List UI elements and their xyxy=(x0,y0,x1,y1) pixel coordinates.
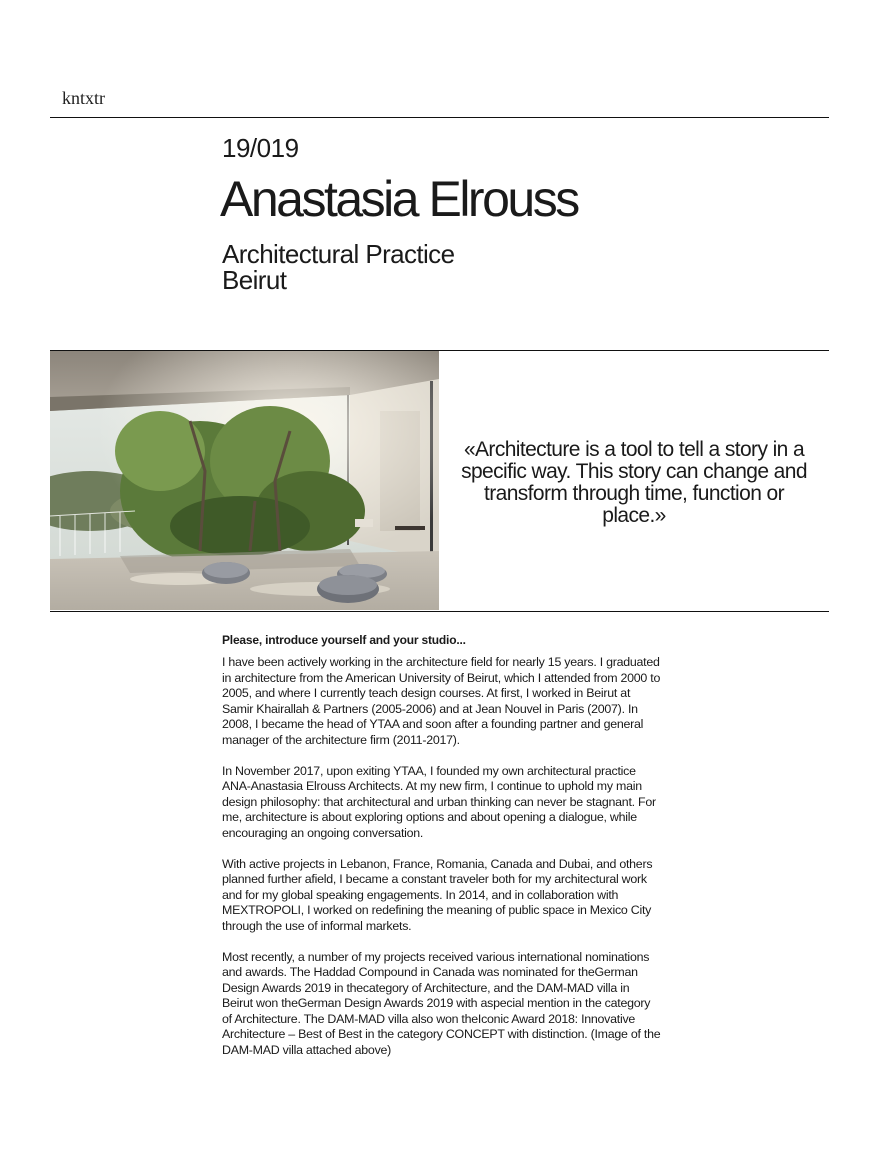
header-divider xyxy=(50,117,829,118)
feature-image xyxy=(50,351,439,610)
feature-bottom-divider xyxy=(50,611,829,612)
paragraph: In November 2017, upon exiting YTAA, I founded my own architectural practice ANA-Anastasia Elrouss Architects. At my new firm, I continue to uphold my main design philosophy: that architectural and urban thinking can never be stagnant. For me, architecture is about exploring options and about opening a dialogue, while encouraging an ongoing conversation. xyxy=(222,763,656,840)
interview-question: Please, introduce yourself and your studio... xyxy=(222,633,466,647)
paragraph: Most recently, a number of my projects received various international nominations and awards. The Haddad Compound in Canada was nominated for theGerman Design Awards 2019 in thecategory of Architecture, and the DAM-MAD villa in Beirut won theGerman Design Awards 2019 with aspecial mention in the category of Architecture. The DAM-MAD villa also won theIconic Award 2018: Innovative Architecture – Best of Best in the category CONCEPT with distinction. (Image of the DAM-MAD villa attached above) xyxy=(222,949,661,1058)
paragraph: I have been actively working in the architecture field for nearly 15 years. I graduated in architecture from the American University of Beirut, which I attended from 2000 to 2005, and where I currently teach design courses. At first, I worked in Beirut at Samir Khairallah & Partners (2005-2006) and at Jean Nouvel in Paris (2007). In 2008, I became the head of YTAA and soon after a founding partner and general manager of the architecture firm (2011-2017). xyxy=(222,655,661,747)
paragraph: With active projects in Lebanon, France, Romania, Canada and Dubai, and others planned further afield, I became a constant traveler both for my architectural work and for my global speaking engagements. In 2014, and in collaboration with MEXTROPOLI, I worked on redefining the meaning of public space in Mexico City through the use of informal markets. xyxy=(222,856,653,933)
issue-number: 19/019 xyxy=(222,133,299,163)
pull-quote: «Architecture is a tool to tell a story in a specific way. This story can change and transform through time, function or place.» xyxy=(461,438,807,527)
interview-body xyxy=(222,633,662,1074)
publication-logo[interactable]: kntxtr xyxy=(62,88,105,108)
subtitle xyxy=(222,241,454,293)
subtitle-city: Beirut xyxy=(222,265,287,295)
subtitle-practice: Architectural Practice xyxy=(222,239,455,269)
article-title: Anastasia Elrouss xyxy=(220,171,578,227)
